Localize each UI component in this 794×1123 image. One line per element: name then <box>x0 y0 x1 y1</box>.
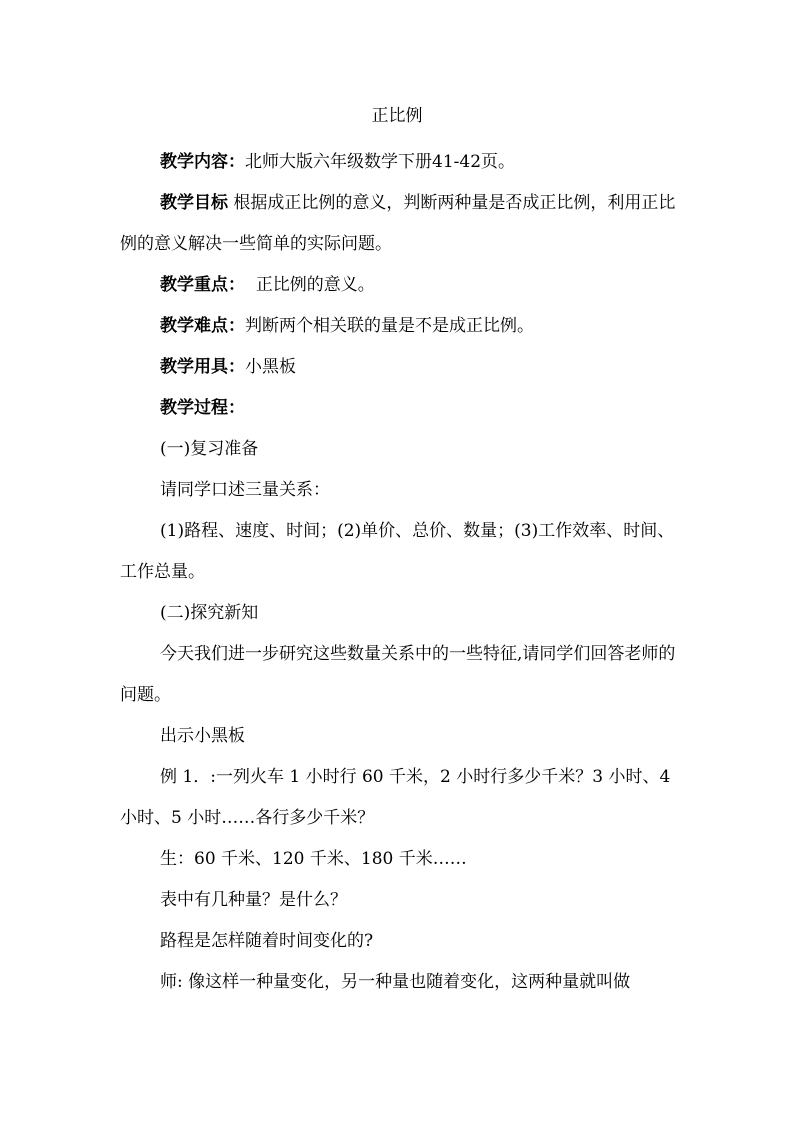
paragraph-label: 教学用具： <box>160 357 245 377</box>
paragraph-teaching-focus <box>120 265 680 306</box>
paragraph-example-1: 例 1．:一列火车 1 小时行 60 千米，2 小时行多少千米？3 小时、4 小时、5 小时……各行多少千米？ <box>120 767 671 828</box>
document-body <box>120 142 680 1003</box>
paragraph-text: 判断两个相关联的量是不是成正比例。 <box>245 316 534 336</box>
paragraph-teaching-difficulty <box>120 306 680 347</box>
paragraph-teaching-process <box>120 388 680 429</box>
paragraph-explore: (二)探究新知 <box>160 603 259 623</box>
paragraph-review-prompt: 请同学口述三量关系： <box>160 480 330 500</box>
paragraph-question-quantities: 表中有几种量？是什么？ <box>160 890 347 910</box>
paragraph-show-board: 出示小黑板 <box>160 726 245 746</box>
paragraph-text: 北师大版六年级数学下册41-42页。 <box>245 152 516 172</box>
paragraph-label: 教学目标 <box>160 193 228 213</box>
paragraph-label: 教学内容： <box>160 152 245 172</box>
paragraph-review: (一)复习准备 <box>160 439 259 459</box>
paragraph-label: 教学难点： <box>160 316 245 336</box>
paragraph-teaching-tools <box>120 347 680 388</box>
document-title: 正比例 <box>371 106 423 126</box>
paragraph-student-answer: 生：60 千米、120 千米、180 千米…… <box>160 849 467 869</box>
paragraph-text: 根据成正比例的意义，判断两种量是否成正比例，利用正比例的意义解决一些简单的实际问题。 <box>120 193 676 254</box>
paragraph-three-relations: (1)路程、速度、时间；(2)单价、总价、数量；(3)工作效率、时间、工作总量。 <box>120 521 675 582</box>
paragraph-label: 教学过程： <box>160 398 245 418</box>
paragraph-teaching-content <box>120 142 680 183</box>
paragraph-teacher-explain: 师: 像这样一种量变化，另一种量也随着变化，这两种量就叫做 <box>160 972 631 992</box>
paragraph-text: 正比例的意义。 <box>255 275 375 295</box>
paragraph-text: 小黑板 <box>245 357 296 377</box>
paragraph-question-change: 路程是怎样随着时间变化的? <box>160 931 374 951</box>
paragraph-teaching-goal <box>120 183 680 265</box>
paragraph-study-features: 今天我们进一步研究这些数量关系中的一些特征,请同学们回答老师的问题。 <box>120 644 676 705</box>
paragraph-label: 教学重点： <box>160 275 245 295</box>
